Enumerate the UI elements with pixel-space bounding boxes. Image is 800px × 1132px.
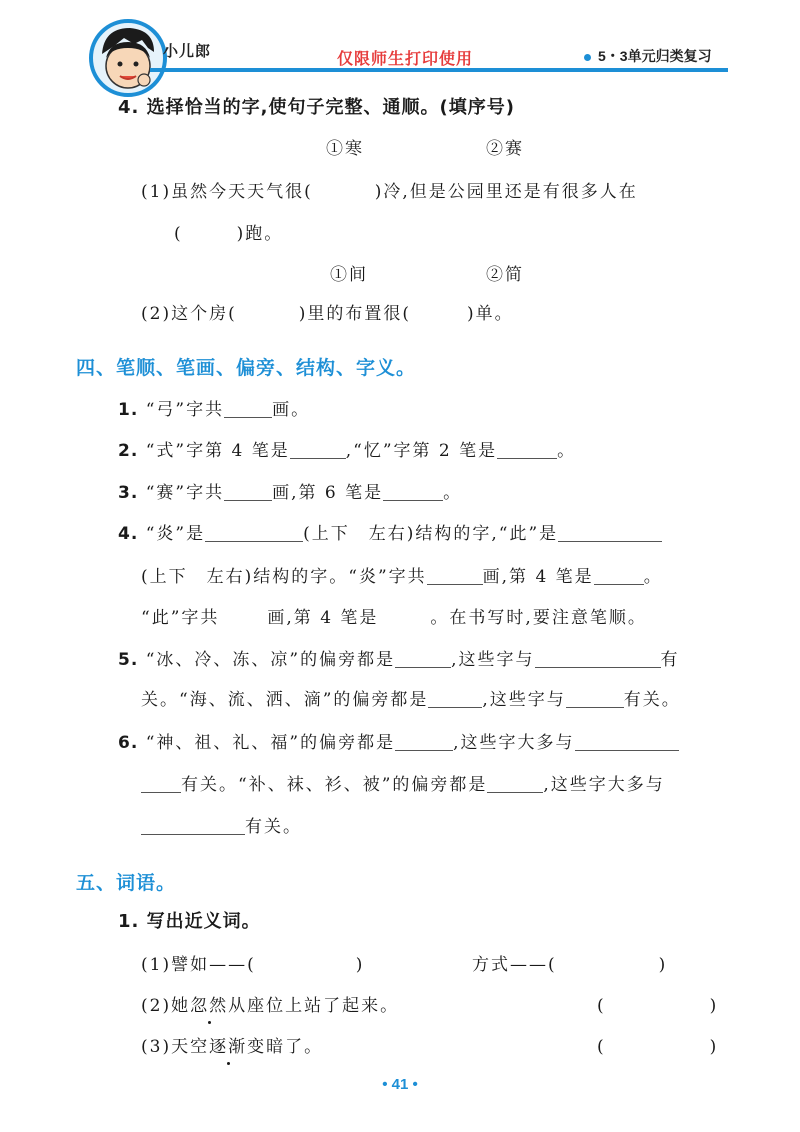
fill-blank[interactable]	[594, 566, 644, 585]
fill-blank[interactable]	[141, 774, 181, 793]
fill-blank[interactable]	[497, 440, 557, 459]
s4-item-5: 5. “冰、冷、冻、凉”的偏旁都是 ,这些字与 有	[118, 650, 680, 670]
fill-blank[interactable]	[290, 440, 346, 459]
fill-blank[interactable]	[224, 399, 272, 418]
q4-option-4: ②简	[486, 265, 524, 285]
fill-blank[interactable]	[395, 732, 453, 751]
print-notice: 仅限师生打印使用	[337, 51, 474, 68]
s5-row-3-answer[interactable]: ( )	[597, 1037, 719, 1057]
fill-blank[interactable]	[224, 482, 272, 501]
section-5-title: 五、词语。	[76, 872, 177, 894]
fill-blank[interactable]	[487, 774, 543, 793]
q4-sentence-1-cont: ( )跑。	[174, 224, 284, 244]
fill-blank[interactable]	[566, 689, 624, 708]
s4-item-5-line-2: 关。“海、流、洒、滴”的偏旁都是 ,这些字与 有关。	[141, 690, 681, 710]
page-number: • 41 •	[382, 1076, 418, 1093]
s4-item-2: 2. “式”字第 4 笔是 ,“忆”字第 2 笔是 。	[118, 441, 577, 461]
s4-item-4-line-2: (上下 左右)结构的字。“炎”字共 画,第 4 笔是 。	[141, 567, 663, 587]
s4-item-6-line-3: 有关。	[141, 815, 302, 839]
s5-row-2: (2)她忽然从座位上站了起来。	[141, 996, 400, 1016]
s5-row-3: (3)天空逐渐变暗了。	[141, 1037, 324, 1057]
brand-name: 小儿郎	[163, 43, 212, 60]
s5-row-1a: (1)譬如——( )	[141, 955, 365, 975]
s4-item-3: 3. “赛”字共 画,第 6 笔是 。	[118, 483, 463, 503]
s5-q1-title: 1. 写出近义词。	[118, 911, 261, 932]
fill-blank[interactable]	[395, 649, 451, 668]
header-rule	[150, 68, 728, 72]
q4-option-2: ②赛	[486, 139, 524, 159]
marked-word: 逐渐	[209, 1037, 248, 1057]
s4-item-6: 6. “神、祖、礼、福”的偏旁都是 ,这些字大多与	[118, 731, 679, 755]
fill-blank[interactable]	[535, 649, 661, 668]
fill-blank[interactable]	[428, 689, 482, 708]
s5-row-2-answer[interactable]: ( )	[597, 996, 719, 1016]
marked-word: 忽然	[190, 996, 229, 1016]
q4-option-3: ①间	[330, 265, 368, 285]
s4-item-1: 1. “弓”字共 画。	[118, 400, 311, 420]
fill-blank[interactable]	[383, 482, 443, 501]
fill-blank[interactable]	[558, 523, 662, 542]
dot-icon: •	[382, 1076, 388, 1093]
fill-blank[interactable]	[575, 732, 679, 751]
q4-title: 4. 选择恰当的字,使句子完整、通顺。(填序号)	[118, 97, 515, 118]
fill-blank[interactable]	[427, 566, 483, 585]
bullet-icon	[584, 54, 591, 61]
unit-label: 5・3单元归类复习	[598, 48, 712, 64]
q4-option-1: ①寒	[326, 139, 364, 159]
s5-row-1b: 方式——( )	[472, 955, 668, 975]
dot-icon: •	[412, 1076, 418, 1093]
fill-blank[interactable]	[205, 523, 303, 542]
fill-blank[interactable]	[141, 816, 245, 835]
s4-item-4-line-3: “此”字共 画,第 4 笔是 。在书写时,要注意笔顺。	[141, 608, 647, 628]
s4-item-4: 4. “炎”是 (上下 左右)结构的字,“此”是	[118, 522, 662, 546]
s4-item-6-line-2: 有关。“补、袜、衫、被”的偏旁都是 ,这些字大多与	[141, 773, 665, 797]
section-4-title: 四、笔顺、笔画、偏旁、结构、字义。	[76, 357, 417, 379]
q4-sentence-2: (2)这个房( )里的布置很( )单。	[141, 304, 514, 324]
q4-sentence-1: (1)虽然今天天气很( )冷,但是公园里还是有很多人在	[141, 182, 638, 202]
boy-mascot-icon	[88, 18, 168, 100]
